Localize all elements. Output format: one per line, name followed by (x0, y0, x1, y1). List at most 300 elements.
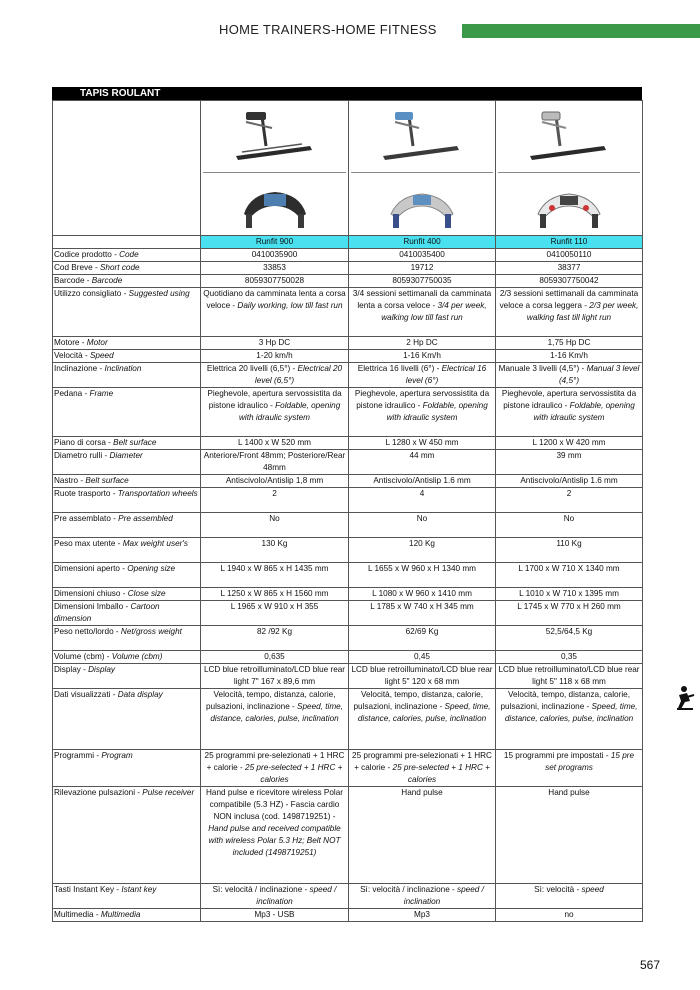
spec-label (53, 363, 201, 388)
spec-label (53, 275, 201, 288)
spec-value-it: 8059307750042 (539, 276, 599, 285)
spec-value-en: 25 pre-selected + 1 HRC + calories (392, 763, 490, 784)
spec-value-it: Antiscivolo/Antislip 1.6 mm (520, 476, 618, 485)
spec-value (496, 563, 643, 588)
treadmill-side-image (526, 106, 612, 162)
spec-label-it: Diametro rulli (54, 451, 103, 460)
label-separator: - (113, 627, 121, 636)
label-separator: - (84, 276, 92, 285)
spec-label-it: Peso max utente (54, 539, 116, 548)
spec-value-it: Hand pulse e ricevitore wireless Polar compatibile (5.3 HZ) - Fascia cardio NON inclusa (cod. 1498719251) (206, 788, 343, 821)
spec-value-it: 33853 (263, 263, 286, 272)
value-separator: - (415, 401, 423, 410)
spec-label-it: Pre assemblato (54, 514, 111, 523)
spec-value-en: Speed, time, distance, calories, pulse, inclination (357, 702, 491, 723)
spec-label-it: Pedana (54, 389, 83, 398)
spec-value-it: no (564, 910, 574, 919)
spec-value (496, 288, 643, 337)
spec-label (53, 450, 201, 475)
spec-value-it: L 1400 x W 520 mm (238, 438, 311, 447)
header-accent-bar (462, 24, 700, 38)
spec-value (201, 884, 349, 909)
spec-value (201, 787, 349, 884)
spec-value-it: Sì: velocità (534, 885, 575, 894)
spec-value (496, 651, 643, 664)
spec-value-it: L 1280 x W 450 mm (385, 438, 459, 447)
spec-label-en: Belt surface (113, 438, 157, 447)
spec-label (53, 475, 201, 488)
spec-label-en: Diameter (109, 451, 143, 460)
product-name: Runfit 110 (496, 236, 643, 249)
spec-value (496, 909, 643, 922)
spec-row (53, 664, 643, 689)
spec-value (201, 664, 349, 689)
spec-label-it: Programmi (54, 751, 95, 760)
spec-value-it: No (269, 514, 280, 523)
spec-value (201, 475, 349, 488)
spec-row (53, 884, 643, 909)
spec-value-it: 1-20 km/h (256, 351, 293, 360)
spec-label (53, 909, 201, 922)
spec-value (496, 787, 643, 884)
spec-value (349, 538, 496, 563)
label-separator: - (80, 665, 89, 674)
spec-label (53, 388, 201, 437)
spec-value (201, 563, 349, 588)
spec-label-en: Max weight user's (122, 539, 189, 548)
spec-label-en: Transportation wheels (117, 489, 198, 498)
spec-value-it: L 1010 x W 710 x 1395 mm (519, 589, 619, 598)
spec-value-it: 0,35 (561, 652, 577, 661)
label-separator: - (121, 289, 129, 298)
spec-value (349, 787, 496, 884)
spec-value (349, 601, 496, 626)
spec-label-en: Istant key (121, 885, 157, 894)
label-separator: - (82, 351, 90, 360)
value-separator: - (434, 364, 442, 373)
spec-value-en: Foldable, opening with idraulic system (239, 401, 341, 422)
spec-value (201, 450, 349, 475)
spec-label-it: Ruote trasporto (54, 489, 111, 498)
spec-value-it: Anteriore/Front 48mm; Posteriore/Rear 48mm (203, 451, 346, 472)
label-separator: - (120, 564, 128, 573)
value-separator: - (437, 702, 445, 711)
spec-value-en: 25 pre-selected + 1 HRC + calories (245, 763, 343, 784)
spec-value (201, 363, 349, 388)
spec-value-it: 2 (272, 489, 277, 498)
console-image (240, 184, 310, 230)
spec-value-it: 25 programmi pre-selezionati + 1 HRC + calorie (352, 751, 492, 772)
page-number: 567 (640, 958, 661, 972)
label-separator: - (110, 514, 119, 523)
spec-value (496, 538, 643, 563)
spec-row (53, 450, 643, 475)
spec-value-it: 44 mm (409, 451, 435, 460)
spec-label-it: Tasti Instant Key (54, 885, 115, 894)
spec-value-it: 19712 (410, 263, 434, 272)
spec-value (349, 437, 496, 450)
spec-label (53, 337, 201, 350)
spec-value (201, 350, 349, 363)
spec-value (201, 437, 349, 450)
spec-label-it: Display (54, 665, 81, 674)
spec-row (53, 651, 643, 664)
value-separator: - (290, 364, 298, 373)
spec-value-it: Antiscivolo/Antislip 1.6 mm (373, 476, 471, 485)
spec-value-it: L 1655 x W 960 x H 1340 mm (367, 564, 476, 573)
spec-value-it: L 1080 x W 960 x 1410 mm (372, 589, 472, 598)
label-separator: - (82, 389, 90, 398)
name-row-label (53, 236, 201, 249)
console-image (387, 184, 457, 230)
spec-value-it: 1-16 Km/h (550, 351, 588, 360)
spec-label-en: Code (119, 250, 139, 259)
spec-value-en: Manual 3 level (4,5°) (558, 364, 640, 385)
fitness-person-icon (675, 685, 695, 711)
spec-value (349, 513, 496, 538)
spec-value (496, 262, 643, 275)
spec-row (53, 337, 643, 350)
spec-row (53, 388, 643, 437)
spec-value (349, 388, 496, 437)
spec-row (53, 601, 643, 626)
spec-value (496, 450, 643, 475)
spec-label (53, 626, 201, 651)
spec-label (53, 651, 201, 664)
label-separator: - (123, 602, 131, 611)
spec-value (201, 337, 349, 350)
spec-value-en: Hand pulse and received compatible with wireless Polar 5.3 Hz; Belt NOT included (1498719251) (208, 824, 341, 857)
spec-label-en: Multimedia (100, 910, 141, 919)
spec-value (201, 249, 349, 262)
spec-label (53, 689, 201, 750)
spec-value-it: 52,5/64,5 Kg (545, 627, 593, 636)
spec-value-it: Sì: velocità / inclinazione (360, 885, 450, 894)
spec-value (201, 513, 349, 538)
spec-value (496, 249, 643, 262)
spec-value (496, 513, 643, 538)
product-image-cell (496, 101, 643, 236)
spec-value-it: L 1785 x W 740 x H 345 mm (370, 602, 474, 611)
spec-value-it: 38377 (557, 263, 581, 272)
value-separator: - (330, 812, 336, 821)
spec-value (349, 563, 496, 588)
spec-value (201, 626, 349, 651)
label-separator: - (120, 589, 128, 598)
label-separator: - (78, 476, 86, 485)
spec-value-it: L 1250 x W 865 x H 1560 mm (220, 589, 329, 598)
spec-value (349, 626, 496, 651)
spec-label-en: Belt surface (85, 476, 129, 485)
spec-label (53, 563, 201, 588)
treadmill-side-image (379, 106, 465, 162)
spec-label-it: Cod Breve (54, 263, 93, 272)
image-row-label (53, 101, 201, 236)
spec-row (53, 787, 643, 884)
spec-value-it: L 1200 x W 420 mm (532, 438, 606, 447)
label-separator: - (104, 652, 112, 661)
spec-label (53, 750, 201, 787)
product-name-row (53, 236, 643, 249)
spec-value-it: Pieghevole, apertura servossistita da pistone idraulico (354, 389, 490, 410)
spec-value-it: Elettrica 16 livelli (6°) (357, 364, 435, 373)
treadmill-side-image (232, 106, 318, 162)
value-separator: - (581, 301, 590, 310)
spec-label (53, 288, 201, 337)
value-separator: - (562, 401, 570, 410)
spec-label-it: Dati visualizzati (54, 690, 111, 699)
spec-value-en: 3/4 per week, walking low till fast run (381, 301, 487, 322)
spec-value (201, 588, 349, 601)
spec-value (496, 275, 643, 288)
spec-row (53, 437, 643, 450)
spec-value-en: Daily working, low till fast run (237, 301, 343, 310)
spec-value-it: L 1965 x W 910 x H 355 (230, 602, 319, 611)
value-separator: - (449, 885, 458, 894)
spec-value-it: Hand pulse (548, 788, 590, 797)
spec-value-it: Velocità, tempo, distanza, calorie, pulsazioni, inclinazione (206, 690, 336, 711)
spec-value-en: Foldable, opening with idraulic system (533, 401, 635, 422)
spec-label-it: Piano di corsa (54, 438, 106, 447)
spec-value (349, 909, 496, 922)
spec-value-it: Pieghevole, apertura servossistita da pistone idraulico (501, 389, 637, 410)
spec-value (201, 275, 349, 288)
spec-label-it: Utilizzo consigliato (54, 289, 122, 298)
spec-value (201, 288, 349, 337)
spec-value-it: LCD blue retroilluminato/LCD blue rear light 7" 167 x 89,6 mm (203, 665, 346, 686)
label-separator: - (102, 451, 110, 460)
label-separator: - (114, 885, 122, 894)
spec-label-en: Data display (117, 690, 163, 699)
spec-value (496, 475, 643, 488)
spec-value-it: Antiscivolo/Antislip 1,8 mm (225, 476, 324, 485)
spec-label-it: Peso netto/lordo (54, 627, 114, 636)
value-separator: - (579, 364, 587, 373)
spec-value (496, 337, 643, 350)
spec-value-it: LCD blue retroilluminato/LCD blue rear light 5" 120 x 68 mm (351, 665, 493, 686)
spec-value-it: Velocità, tempo, distanza, calorie, pulsazioni, inclinazione (353, 690, 483, 711)
spec-value-it: 0410050110 (546, 250, 592, 259)
spec-value-it: LCD blue retroilluminato/LCD blue rear light 5" 118 x 68 mm (498, 665, 640, 686)
spec-label-it: Rilevazione pulsazioni (54, 788, 136, 797)
spec-value (201, 651, 349, 664)
spec-label-en: Frame (89, 389, 114, 398)
spec-label-it: Barcode (54, 276, 85, 285)
spec-value (496, 363, 643, 388)
spec-value-it: 1-16 Km/h (403, 351, 441, 360)
spec-row (53, 363, 643, 388)
spec-value (349, 750, 496, 787)
spec-row (53, 626, 643, 651)
spec-label-en: Cartoon dimension (54, 602, 160, 623)
spec-value-it: 8059307750028 (244, 276, 305, 285)
value-separator: - (267, 401, 276, 410)
spec-value (349, 275, 496, 288)
label-separator: - (79, 338, 87, 347)
spec-label (53, 437, 201, 450)
spec-label-it: Inclinazione (54, 364, 98, 373)
page-header-title: HOME TRAINERS-HOME FITNESS (219, 22, 437, 37)
spec-value (201, 262, 349, 275)
spec-value-it: 15 programmi pre impostati (503, 751, 604, 760)
spec-label (53, 601, 201, 626)
spec-label-en: Net/gross weight (120, 627, 182, 636)
spec-row (53, 275, 643, 288)
spec-value-it: 8059307750035 (392, 276, 452, 285)
spec-value-it: 130 Kg (261, 539, 288, 548)
spec-label-en: Suggested using (128, 289, 190, 298)
spec-value-en: Speed, time, distance, calories, pulse, inclination (210, 702, 343, 723)
spec-row (53, 262, 643, 275)
spec-value-it: 82 /92 Kg (256, 627, 293, 636)
spec-value-it: 62/69 Kg (405, 627, 439, 636)
spec-value (201, 601, 349, 626)
label-separator: - (93, 910, 101, 919)
value-separator: - (603, 751, 611, 760)
spec-label-it: Multimedia (54, 910, 94, 919)
spec-value-en: 2/3 per week, walking fast till light run (526, 301, 639, 322)
spec-value-it: Velocità, tempo, distanza, calorie, pulsazioni, inclinazione (500, 690, 630, 711)
value-separator: - (230, 301, 238, 310)
spec-value-it: 120 Kg (409, 539, 435, 548)
spec-value-it: 2 Hp DC (406, 338, 438, 347)
product-name: Runfit 400 (349, 236, 496, 249)
spec-value-it: No (563, 514, 575, 523)
spec-label-it: Motore (54, 338, 80, 347)
value-separator: - (385, 763, 393, 772)
spec-value (496, 689, 643, 750)
spec-value (496, 664, 643, 689)
spec-value (201, 388, 349, 437)
console-image (534, 184, 604, 230)
spec-value-it: L 1940 x W 865 x H 1435 mm (220, 564, 329, 573)
spec-label-it: Dimensioni aperto (54, 564, 120, 573)
label-separator: - (92, 263, 100, 272)
spec-value (349, 337, 496, 350)
spec-value (496, 388, 643, 437)
spec-row (53, 588, 643, 601)
spec-value (496, 750, 643, 787)
spec-value (496, 626, 643, 651)
spec-value (349, 689, 496, 750)
spec-value (349, 884, 496, 909)
product-image-cell (349, 101, 496, 236)
spec-label (53, 350, 201, 363)
spec-table (52, 100, 643, 922)
spec-value-it: 39 mm (556, 451, 582, 460)
spec-value-it: Elettrica 20 livelli (6,5°) (206, 364, 291, 373)
spec-value-en: Electrical 20 level (6,5°) (254, 364, 343, 385)
spec-value-it: 110 Kg (556, 539, 582, 548)
label-separator: - (105, 438, 114, 447)
spec-value (201, 488, 349, 513)
value-separator: - (430, 301, 438, 310)
spec-value (496, 884, 643, 909)
label-separator: - (110, 690, 118, 699)
spec-row (53, 909, 643, 922)
spec-label (53, 488, 201, 513)
spec-label-en: Display (88, 665, 115, 674)
spec-label (53, 884, 201, 909)
label-separator: - (110, 489, 118, 498)
spec-value (349, 488, 496, 513)
spec-label-it: Dimensioni chiuso (54, 589, 121, 598)
spec-value-it: 0,45 (414, 652, 430, 661)
spec-label-en: Opening size (127, 564, 176, 573)
spec-row (53, 563, 643, 588)
spec-value-it: 2/3 sessioni settimanali da camminata veloce a corsa leggera (499, 289, 639, 310)
spec-value-it: 1,75 Hp DC (547, 338, 591, 347)
spec-value (349, 475, 496, 488)
spec-value-it: 4 (419, 489, 425, 498)
spec-label-it: Volume (cbm) (54, 652, 105, 661)
spec-value-en: speed (581, 885, 604, 894)
spec-value-it: Hand pulse (401, 788, 443, 797)
spec-label-en: Pulse receiver (142, 788, 195, 797)
label-separator: - (115, 539, 123, 548)
spec-value-it: Pieghevole, apertura servossistita da pistone idraulico (207, 389, 342, 410)
section-title: TAPIS ROULANT (80, 88, 161, 99)
product-image-cell (201, 101, 349, 236)
spec-label-en: Motor (86, 338, 108, 347)
spec-value (496, 601, 643, 626)
spec-value-en: 15 pre set programs (545, 751, 635, 772)
spec-value (201, 909, 349, 922)
label-separator: - (94, 751, 102, 760)
spec-label-en: Short code (99, 263, 140, 272)
spec-value-it: 0410035900 (251, 250, 298, 259)
spec-label-en: Inclination (104, 364, 142, 373)
spec-value (349, 588, 496, 601)
spec-value (496, 588, 643, 601)
spec-value-it: 2 (566, 489, 572, 498)
spec-value-en: speed / inclination (403, 885, 484, 906)
spec-value (349, 664, 496, 689)
spec-row (53, 689, 643, 750)
spec-row (53, 538, 643, 563)
spec-value-it: 0410035400 (399, 250, 445, 259)
spec-value (349, 249, 496, 262)
spec-label-it: Nastro (54, 476, 79, 485)
spec-label-en: Program (101, 751, 133, 760)
spec-value-en: speed / inclination (256, 885, 337, 906)
spec-value-it: 0,635 (264, 652, 285, 661)
spec-label-it: Velocità (54, 351, 83, 360)
spec-value-it: No (416, 514, 428, 523)
label-separator: - (135, 788, 143, 797)
spec-value-it: L 1745 x W 770 x H 260 mm (517, 602, 621, 611)
spec-label-it: Dimensioni Imballo (54, 602, 124, 611)
spec-value (349, 350, 496, 363)
spec-value-en: Foldable, opening with idraulic system (386, 401, 488, 422)
spec-row (53, 488, 643, 513)
label-separator: - (111, 250, 120, 259)
spec-value-it: Manuale 3 livelli (4,5°) (498, 364, 580, 373)
spec-label (53, 262, 201, 275)
spec-value-it: 25 programmi pre-selezionati + 1 HRC + calorie (204, 751, 345, 772)
spec-label-en: Close size (127, 589, 166, 598)
spec-value-it: L 1700 x W 710 X 1340 mm (518, 564, 620, 573)
spec-value (496, 488, 643, 513)
spec-label-it: Codice prodotto (54, 250, 112, 259)
product-name: Runfit 900 (201, 236, 349, 249)
spec-row (53, 513, 643, 538)
spec-row (53, 288, 643, 337)
spec-value-it: Quotidiano da camminata lenta a corsa veloce (203, 289, 346, 310)
spec-label (53, 588, 201, 601)
spec-value-it: Mp3 - USB (254, 910, 295, 919)
spec-value-it: Mp3 (414, 910, 430, 919)
